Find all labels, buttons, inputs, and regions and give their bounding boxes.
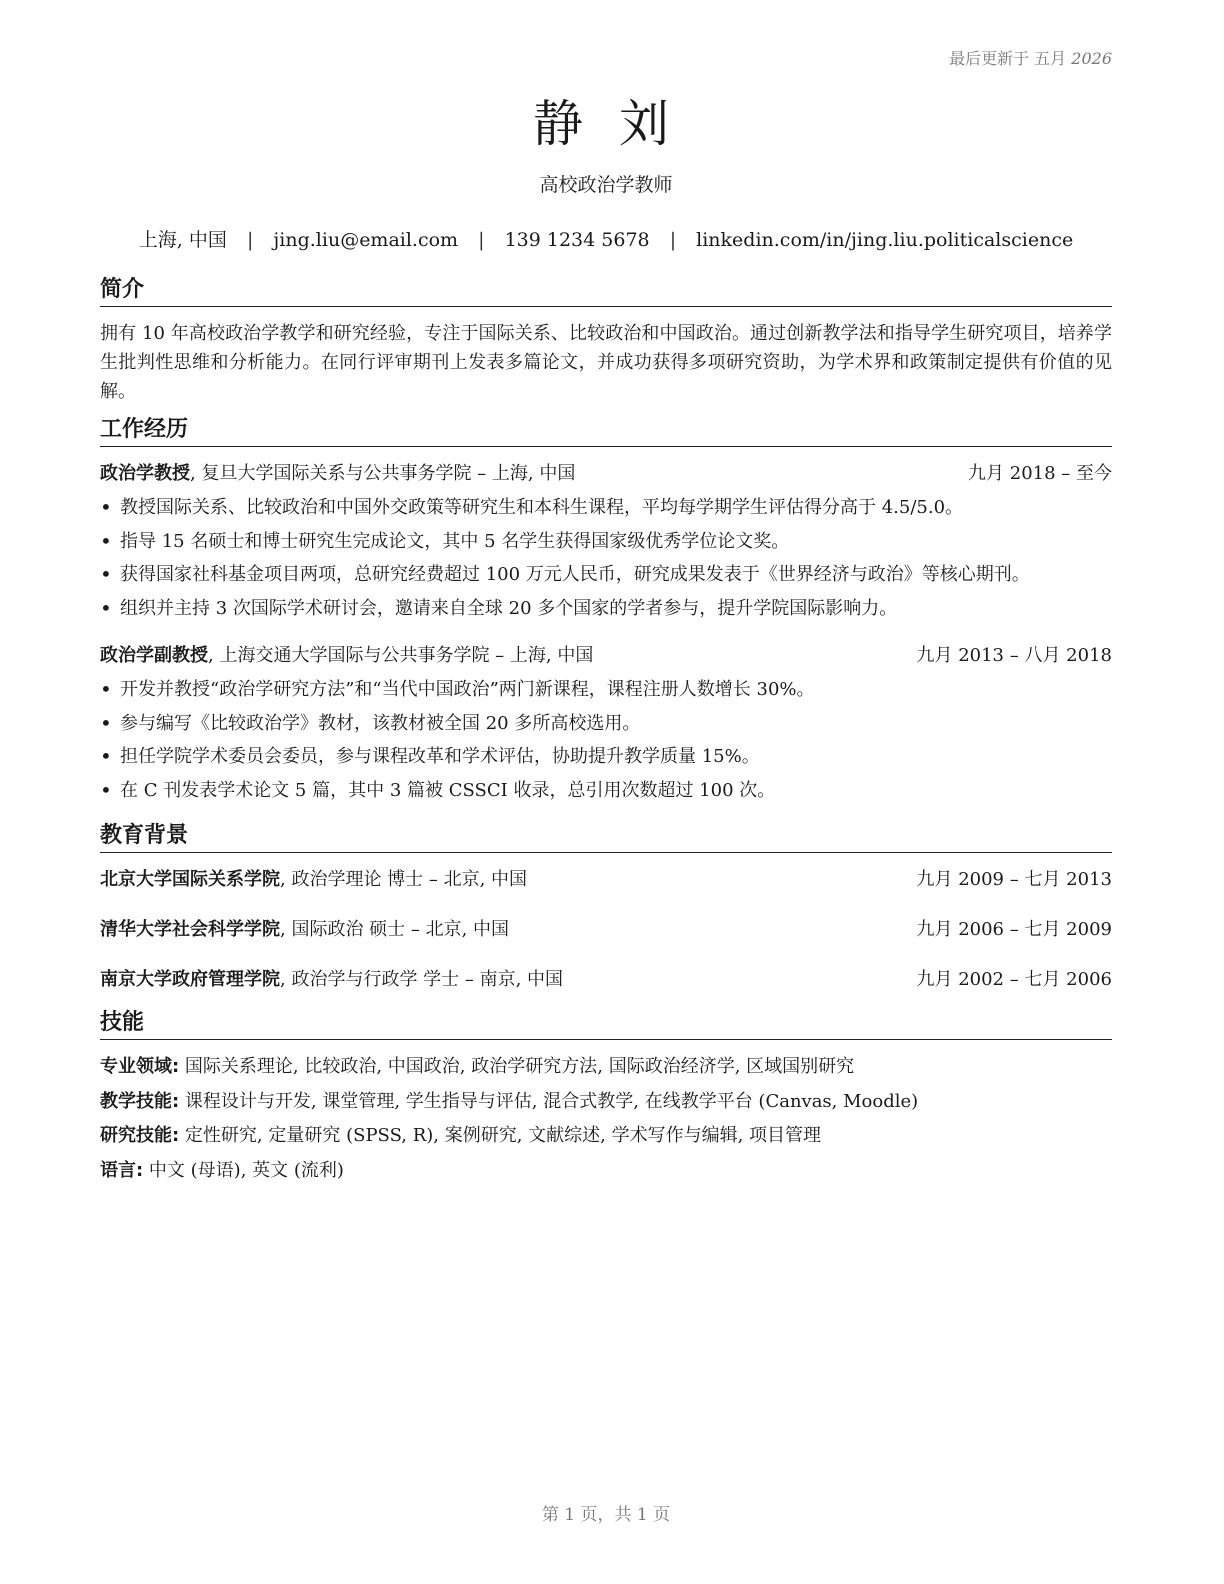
job-bullets xyxy=(100,491,1112,625)
education-school: 北京大学国际关系学院 xyxy=(100,869,280,890)
education-item xyxy=(100,915,1112,945)
last-updated xyxy=(949,46,1112,69)
job-role xyxy=(100,641,593,671)
education-item xyxy=(100,865,1112,895)
education-detail: , 国际政治 硕士 – 北京, 中国 xyxy=(280,919,510,940)
bullet-item: • 指导 15 名硕士和博士研究生完成论文，其中 5 名学生获得国家级优秀学位论文奖。 xyxy=(120,525,1112,559)
bullet-item: • 在 C 刊发表学术论文 5 篇，其中 3 篇被 CSSCI 收录，总引用次数超过 100 次。 xyxy=(120,774,1112,808)
contact-separator: | xyxy=(669,229,677,251)
skill-label: 研究技能: xyxy=(100,1125,180,1146)
job-org: , 复旦大学国际关系与公共事务学院 – 上海, 中国 xyxy=(190,463,576,484)
section-heading: 教育背景 xyxy=(100,822,1112,853)
contact-linkedin-link[interactable]: linkedin.com/in/jing.liu.politicalscience xyxy=(696,229,1074,251)
contact-line xyxy=(100,225,1112,252)
page-number: 第 1 页，共 1 页 xyxy=(541,1505,671,1525)
education-detail: , 政治学与行政学 学士 – 南京, 中国 xyxy=(280,969,564,990)
summary-text: 拥有 10 年高校政治学教学和研究经验，专注于国际关系、比较政治和中国政治。通过创新教学法和指导学生研究项目，培养学生批判性思维和分析能力。在同行评审期刊上发表多篇论文，并成功获得多项研究资助，为学术界和政策制定提供有价值的见解。 xyxy=(100,323,1112,402)
section-heading: 技能 xyxy=(100,1009,1112,1040)
contact-email-link[interactable]: jing.liu@email.com xyxy=(273,229,459,251)
skill-row xyxy=(100,1154,1112,1189)
contact-phone: 139 1234 5678 xyxy=(504,229,650,251)
last-updated-label: 最后更新于 五月 xyxy=(949,49,1067,68)
last-updated-year: 2026 xyxy=(1071,49,1112,68)
job-org: , 上海交通大学国际与公共事务学院 – 上海, 中国 xyxy=(208,645,594,666)
education-detail: , 政治学理论 博士 – 北京, 中国 xyxy=(280,869,528,890)
job-entry xyxy=(100,459,1112,625)
skills-list xyxy=(100,1050,1112,1188)
skill-label: 专业领域: xyxy=(100,1056,180,1077)
education-section xyxy=(100,822,1112,995)
education-dates: 九月 2002 – 七月 2006 xyxy=(916,969,1112,990)
education-dates: 九月 2009 – 七月 2013 xyxy=(916,869,1112,890)
contact-separator: | xyxy=(246,229,254,251)
job-dates: 九月 2018 – 至今 xyxy=(968,463,1112,484)
job-dates: 九月 2013 – 八月 2018 xyxy=(916,645,1112,666)
bullet-item: • 参与编写《比较政治学》教材，该教材被全国 20 多所高校选用。 xyxy=(120,707,1112,741)
education-school: 南京大学政府管理学院 xyxy=(100,969,280,990)
section-heading: 工作经历 xyxy=(100,416,1112,447)
contact-location: 上海, 中国 xyxy=(138,229,227,251)
education-list xyxy=(100,865,1112,995)
bullet-item: • 教授国际关系、比较政治和中国外交政策等研究生和本科生课程，平均每学期学生评估得分高于 4.5/5.0。 xyxy=(120,491,1112,525)
bullet-item: • 获得国家社科基金项目两项，总研究经费超过 100 万元人民币，研究成果发表于《世界经济与政治》等核心期刊。 xyxy=(120,558,1112,592)
contact-separator: | xyxy=(478,229,485,251)
skill-value: 定性研究, 定量研究 (SPSS, R), 案例研究, 文献综述, 学术写作与编辑, 项目管理 xyxy=(179,1125,822,1146)
skill-value: 国际关系理论, 比较政治, 中国政治, 政治学研究方法, 国际政治经济学, 区域国别研究 xyxy=(179,1056,855,1077)
job-title: 高校政治学教师 xyxy=(539,174,673,196)
skills-section xyxy=(100,1009,1112,1188)
bullet-item: • 担任学院学术委员会委员，参与课程改革和学术评估，协助提升教学质量 15%。 xyxy=(120,740,1112,774)
skill-label: 语言: xyxy=(100,1159,144,1181)
education-degree xyxy=(100,915,509,945)
education-school: 清华大学社会科学学院 xyxy=(100,919,280,940)
skill-row xyxy=(100,1085,1112,1120)
experience-section xyxy=(100,416,1112,807)
skill-row xyxy=(100,1050,1112,1085)
job-header xyxy=(100,459,1112,489)
job-role xyxy=(100,459,575,489)
bullet-item: • 组织并主持 3 次国际学术研讨会，邀请来自全球 20 多个国家的学者参与，提升学院国际影响力。 xyxy=(120,592,1112,626)
skill-row xyxy=(100,1119,1112,1154)
job-bullets xyxy=(100,673,1112,807)
summary-section xyxy=(100,276,1112,406)
section-heading: 简介 xyxy=(100,276,1112,307)
education-degree xyxy=(100,965,563,995)
job-entry xyxy=(100,641,1112,807)
education-degree xyxy=(100,865,527,895)
education-item xyxy=(100,965,1112,995)
skill-value: 中文 (母语), 英文 (流利) xyxy=(143,1159,344,1181)
job-title-text: 政治学副教授 xyxy=(100,645,208,666)
education-dates: 九月 2006 – 七月 2009 xyxy=(916,919,1112,940)
bullet-item: • 开发并教授“政治学研究方法”和“当代中国政治”两门新课程，课程注册人数增长 30%。 xyxy=(120,673,1112,707)
job-header xyxy=(100,641,1112,671)
person-name: 静 刘 xyxy=(533,95,679,153)
skill-value: 课程设计与开发, 课堂管理, 学生指导与评估, 混合式教学, 在线教学平台 (Canvas, Moodle) xyxy=(179,1090,919,1112)
skill-label: 教学技能: xyxy=(100,1090,180,1112)
resume-page xyxy=(100,0,1112,1584)
job-title-text: 政治学教授 xyxy=(100,463,190,484)
